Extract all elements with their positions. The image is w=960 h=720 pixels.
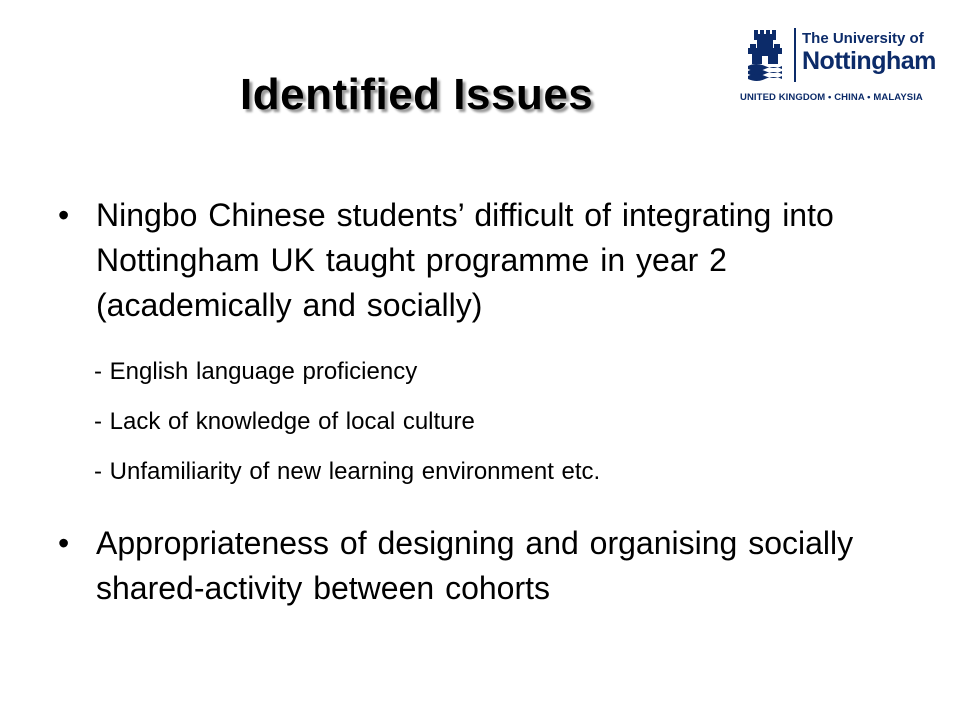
slide-body (56, 193, 916, 611)
bullet-text: Ningbo Chinese students’ difficult of integrating into Nottingham UK taught programme in year 2 (academically and socially) (96, 197, 834, 323)
sub-item: - Unfamiliarity of new learning environment etc. (94, 458, 601, 485)
bullet-item (56, 193, 916, 328)
slide-title: Identified Issues (240, 70, 594, 119)
logo-divider (794, 28, 796, 82)
university-logo (740, 24, 940, 108)
bullet-dot: • (58, 525, 70, 561)
sub-item: - Lack of knowledge of local culture (94, 408, 475, 435)
sub-item: - English language proficiency (94, 358, 418, 385)
bullet-item (56, 521, 916, 611)
logo-tagline: UNITED KINGDOM • CHINA • MALAYSIA (740, 92, 923, 103)
logo-nottingham: Nottingham (802, 47, 936, 75)
logo-university-of: The University of (802, 30, 924, 47)
castle-crest-icon (746, 28, 786, 82)
bullet-text: Appropriateness of designing and organising socially shared-activity between cohorts (96, 525, 854, 606)
bullet-dot: • (58, 197, 70, 233)
